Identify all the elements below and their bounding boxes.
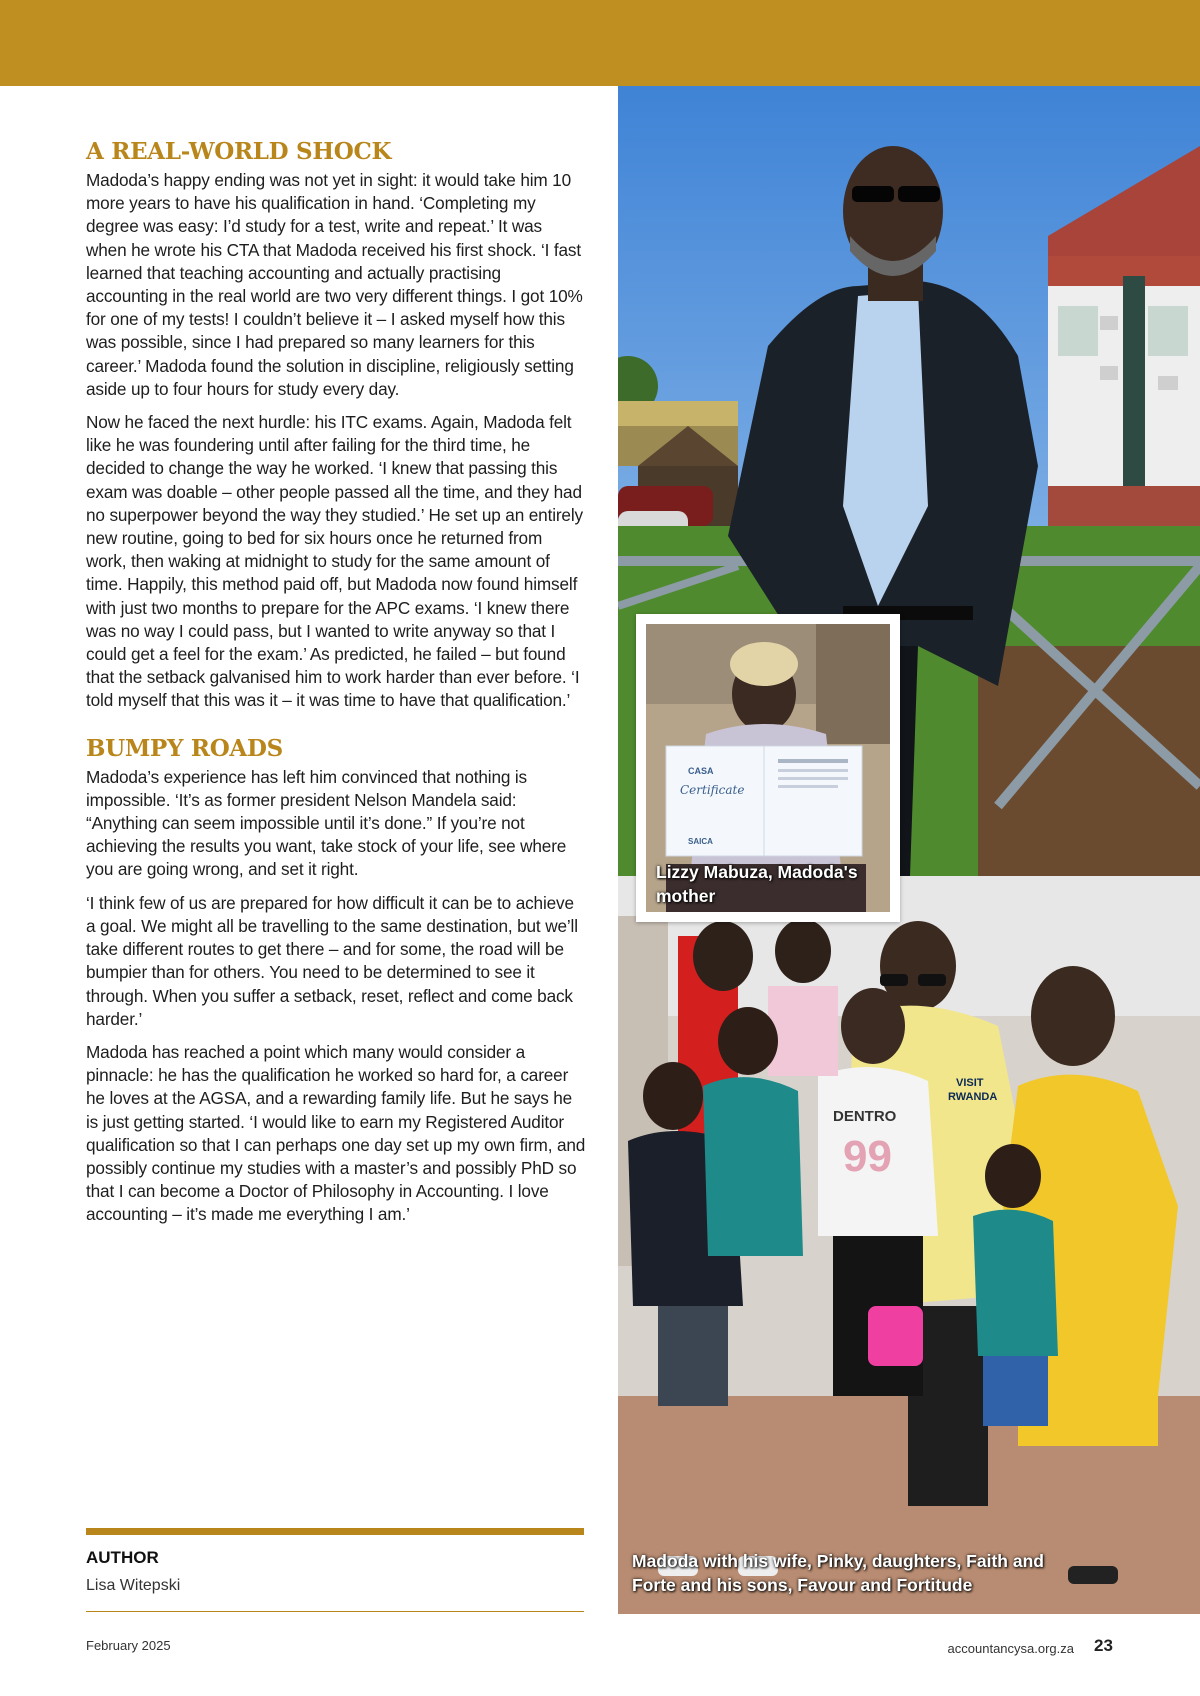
shirt-word: DENTRO — [833, 1108, 897, 1125]
inset-caption: Lizzy Mabuza, Madoda's mother — [656, 862, 858, 906]
author-divider — [86, 1528, 584, 1535]
family-photo — [618, 876, 1200, 1614]
inset-photo-frame — [636, 614, 900, 922]
author-name: Lisa Witepski — [86, 1577, 181, 1594]
article-column — [86, 138, 586, 1237]
section-heading-real-world-shock: A REAL-WORLD SHOCK — [86, 138, 392, 165]
section-heading-bumpy-roads: BUMPY ROADS — [86, 734, 283, 762]
footer-site: accountancysa.org.za — [947, 1641, 1074, 1656]
shirt-number: 99 — [843, 1132, 892, 1181]
paragraph: Now he faced the next hurdle: his ITC exams. Again, Madoda felt like he was foundering until after failing for the third time, he decided to change the way he worked. ‘I knew that passing this exam was doable – other people passed all the time, and they had no superpower beyond the way they studied.’ He set up an entirely new routine, going to bed for six hours once he returned from work, then waking at midnight to study for the same amount of time. Happily, this method paid off, but Madoda now found himself with just two months to prepare for the APC exams. ‘I knew there was no way I could pass, but I wanted to write anyway so that I could get a feel for the exam.’ As predicted, he failed – but found that the setback galvanised him to work harder than ever before. ‘I told myself that this was it – it was time to have that qualification.’ — [86, 412, 583, 711]
certificate-title: Certificate — [680, 783, 745, 797]
footer-divider — [86, 1611, 584, 1612]
page-number: 23 — [1094, 1636, 1113, 1655]
paragraph: Madoda’s experience has left him convinced that nothing is impossible. ‘It’s as former president Nelson Mandela said: “Anything can seem impossible until it’s done.” If you’re not achieving the results you want, take stock of your life, see where you are going wrong, and set it right. — [86, 766, 567, 880]
header-band — [0, 0, 1200, 86]
certificate-brand: CASA — [688, 766, 714, 776]
author-label: AUTHOR — [86, 1548, 159, 1567]
paragraph: Madoda has reached a point which many would consider a pinnacle: he has the qualification he worked so hard for, a career he loves at the AGSA, and a rewarding family life. But he says he is just getting started. ‘I would like to earn my Registered Auditor qualification so that I can perhaps one day set up my own firm, and possibly continue my studies with a master’s and possibly PhD so that I can become a Doctor of Philosophy in Accounting. I love accounting – it’s made me everything I am.’ — [86, 1041, 586, 1225]
certificate-footer-brand: SAICA — [688, 837, 713, 846]
paragraph: ‘I think few of us are prepared for how difficult it can be to achieve a goal. We might all be travelling to the same destination, but we’ll take different routes to get there – and for some, the road will be bumpier than for others. You need to be determined to see it through. When you suffer a setback, reset, reflect and come back harder.’ — [86, 892, 578, 1029]
shirt-sponsor-line2: RWANDA — [948, 1091, 998, 1103]
shirt-sponsor-line1: VISIT — [956, 1077, 984, 1089]
paragraph: Madoda’s happy ending was not yet in sight: it would take him 10 more years to have his qualification in hand. ‘Completing my degree was easy: I’d study for a test, write and repeat.’ It was when he wrote his CTA that Madoda received his first shock. ‘I fast learned that teaching accounting and actually practising accounting in the real world are two very different things. I got 10% for one of my tests! I couldn’t believe it – I asked myself how this was possible, since I had prepared so many learners for this career.’ Madoda found the solution in discipline, religiously setting aside up to four hours for study every day. — [86, 170, 583, 399]
family-caption: Madoda with his wife, Pinky, daughters, Faith and Forte and his sons, Favour and Fortitude — [632, 1551, 1044, 1595]
footer-date: February 2025 — [86, 1638, 171, 1653]
